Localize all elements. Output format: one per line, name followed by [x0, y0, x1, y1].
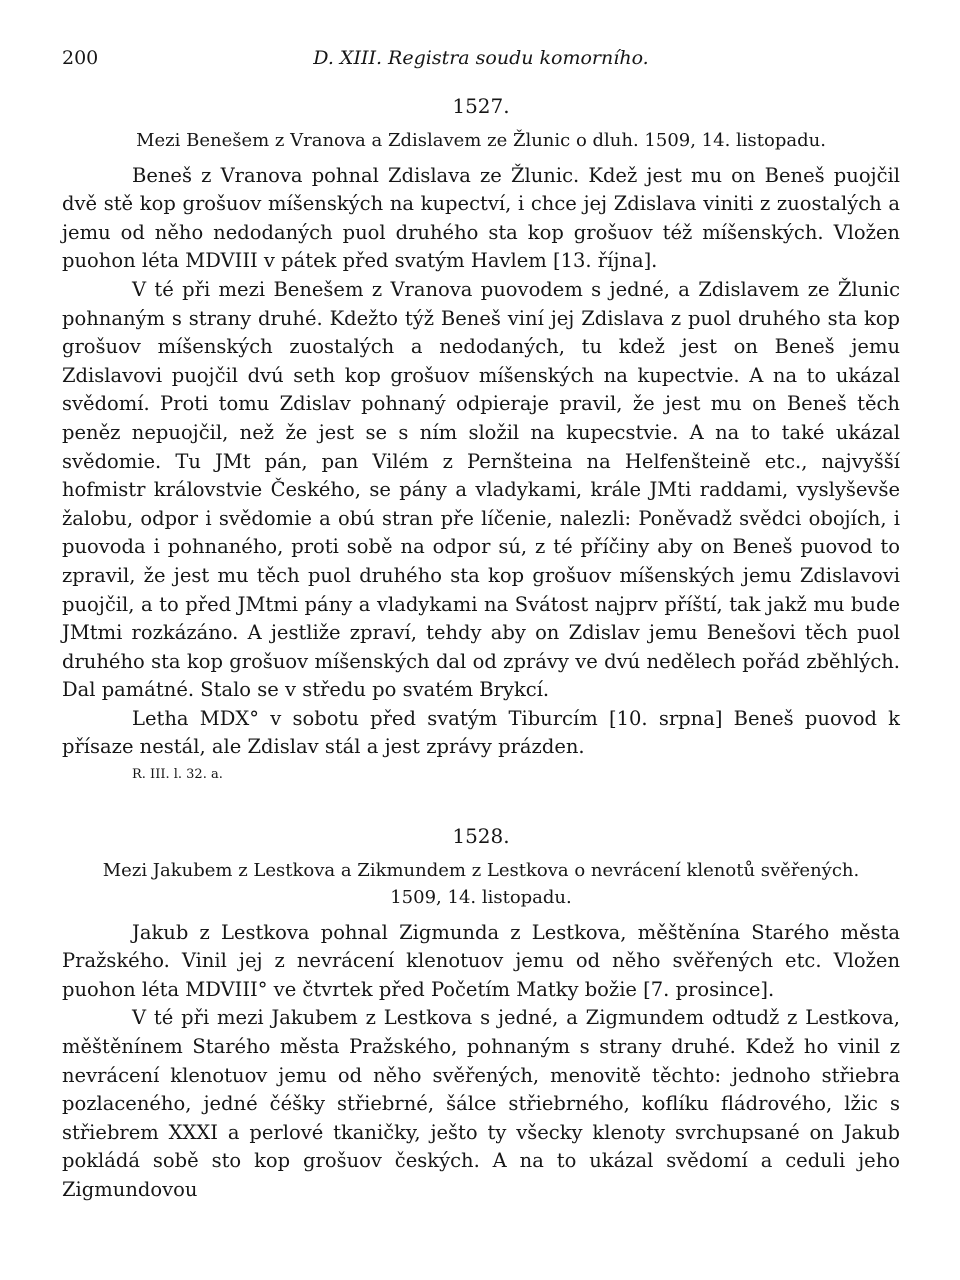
entry-number: 1528.: [452, 824, 510, 849]
paragraph: Beneš z Vranova pohnal Zdislava ze Žlunic. Kdež jest mu on Beneš puojčil dvě stě kop grošuov míšenských na kupectví, i chce jej Zdislava viniti z zuostalých a jemu od něho nedodaných puol druhého sta kop grošuov též míšenských. Vložen puohon léta MDVIII v pátek před svatým Havlem [13. října].: [62, 163, 900, 273]
entry-1528: [62, 822, 900, 1205]
running-head: [62, 44, 900, 74]
entry-heading-line: Mezi Jakubem z Lestkova a Zikmundem z Lestkova o nevrácení klenotů svěřených.: [102, 859, 860, 881]
entry-heading-date: 1509, 14. listopadu.: [390, 886, 572, 908]
entry-heading: [62, 857, 900, 911]
source-reference: R. III. l. 32. a.: [132, 767, 223, 783]
paragraph: Letha MDX° v sobotu před svatým Tiburcím [10. srpna] Beneš puovod k přísaze nestál, ale Zdislav stál a jest zprávy prázden.: [62, 706, 900, 759]
paragraph: Jakub z Lestkova pohnal Zigmunda z Lestkova, měštěnína Starého města Pražského. Vinil jej z nevrácení klenotuov jemu od něho svěřených etc. Vložen puohon léta MDVIII° ve čtvrtek před Početím Matky božie [7. prosince].: [62, 920, 900, 1001]
paragraph: V té při mezi Benešem z Vranova puovodem s jedné, a Zdislavem ze Žlunic pohnaným s strany druhé. Kdežto týž Beneš viní jej Zdislava z puol druhého sta kop grošuov míšenských zuostalých a nedodaných, tu kdež jest on Beneš jemu Zdislavovi puojčil dvú seth kop grošuov míšenských na kupectvie. A na to ukázal svědomí. Proti tomu Zdislav pohnaný odpieraje pravil, že jest mu on Beneš těch peněz nepuojčil, než že jest se s ním složil na kupecstvie. A na to také ukázal svědomie. Tu JMt pán, pan Vilém z Pernšteina na Helfenšteině etc., najvyšší hofmistr královstvie Českého, se pány a vladykami, krále JMti raddami, vyslyševše žalobu, odpor i svědomie a obú stran pře líčenie, nalezli: Poněvadž svědci obojích, i puovoda i pohnaného, proti sobě na odpor sú, z té příčiny aby on Beneš puovod to zpravil, že jest mu těch puol druhého sta kop grošuov míšenských jemu Zdislavovi puojčil, a to před JMtmi pány a vladykami na Svátost najprv příští, tak jakž mu bude JMtmi rozkázáno. A jestliže zpraví, tehdy aby on Zdislav jemu Benešovi těch puol druhého sta kop grošuov míšenských dal od zprávy ve dvú nedělech pořád zběhlých. Dal památné. Stalo se v středu po svatém Brykcí.: [62, 277, 900, 702]
entry-1527: [62, 92, 900, 786]
page-number: 200: [62, 47, 99, 69]
entry-number: 1527.: [452, 94, 510, 118]
entry-heading: Mezi Benešem z Vranova a Zdislavem ze Žlunic o dluh. 1509, 14. listopadu.: [136, 129, 826, 151]
paragraph: V té při mezi Jakubem z Lestkova s jedné, a Zigmundem odtudž z Lestkova, měštěnínem Starého města Pražského, pohnaným s strany druhé. Kdež ho vinil z nevrácení klenotuov jemu od něho svěřených, menovitě těchto: jednoho střiebra pozlaceného, jedné čéšky střiebrné, šálce střiebrného, koflíku fládrového, lžic s střiebrem XXXI a perlové tkaničky, ješto ty všecky klenoty svrchupsané on Jakub pokládá sobě sto kop grošuov českých. A na to ukázal svědomí a ceduli jeho Zigmundovou: [62, 1006, 900, 1201]
running-title: D. XIII. Registra soudu komorního.: [313, 47, 649, 69]
